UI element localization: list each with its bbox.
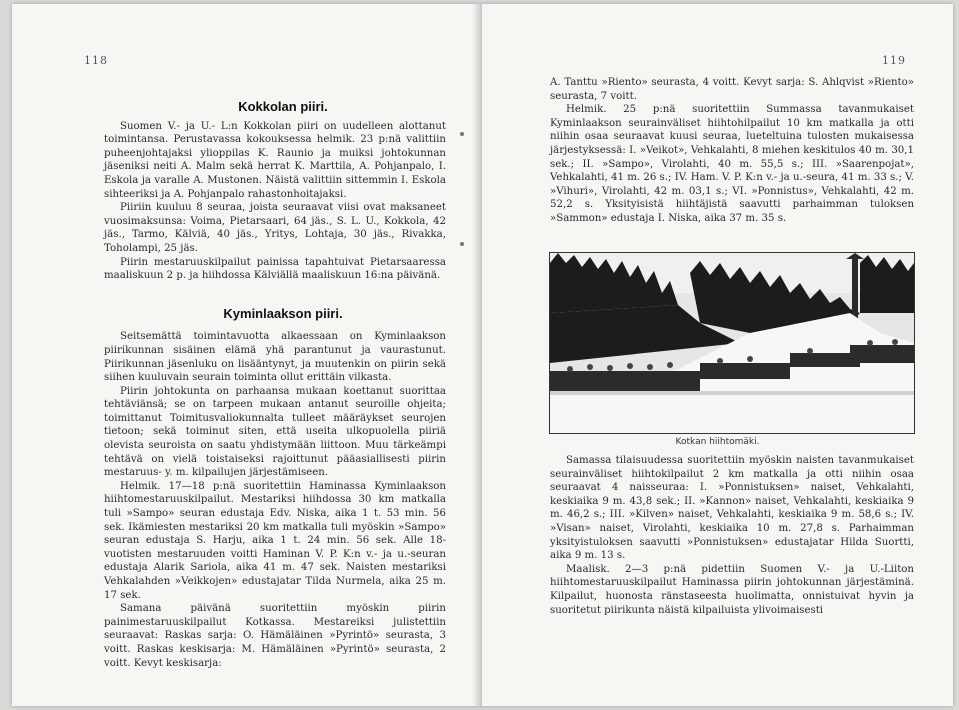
ski-jump-illustration [550, 253, 914, 433]
paragraph: Piirin johtokunta on parhaansa mukaan koettanut suorittaa tehtäviänsä; se on tarpeen mukaan antanut seuroille ohjeita; toimittanut Toimitusvaliokunnalta tulleet määräykset seurojen tietoon; sekä toiminut siten, että useita ulkopuolella piiriä olevista seuroista on saatu yhdistymään liittoon. Muu tärkeämpi tehtävä on vielä toistaiseksi rajoittunut pääasiallisesti piirin mestaruus- y. m. kilpailujen järjestämiseen. [104, 385, 446, 479]
ski-jump-photo [549, 252, 915, 434]
right-page-top-text [550, 76, 914, 226]
margin-dot [460, 242, 464, 246]
paragraph: Piiriin kuuluu 8 seuraa, joista seuraavat viisi ovat maksaneet vuosimaksunsa: Voima, Pietarsaari, 64 jäs., S. L. U., Kokkola, 42 jäs., Tarmo, Kälviä, 40 jäs., Yritys, Lohtaja, 30 jäs., Rivakka, Toholampi, 25 jäs. [104, 202, 446, 254]
paragraph: Maalisk. 2—3 p:nä pidettiin Suomen V.- ja U.-Liiton hiihtomestaruuskilpailut Haminassa piirin johtokunnan järjestäminä. Kilpailut, huonosta ränstaseesta huolimatta, onnistuivat hyvin ja suoritetut piirikunta näistä kilpailuista ylivoimaisesti [550, 563, 914, 616]
photo-caption: Kotkan hiihtomäki. [675, 437, 760, 447]
paragraph: Piirin mestaruuskilpailut painissa tapahtuivat Pietarsaaressa maaliskuun 2 p. ja hiihdossa Kälviällä maaliskuun 16:na päivänä. [104, 256, 446, 282]
section-heading-kokkola: Kokkolan piiri. [238, 99, 328, 114]
section-heading-kyminlaakso: Kyminlaakson piiri. [223, 305, 343, 321]
page-number-left: 118 [84, 54, 108, 67]
left-page [12, 4, 480, 706]
paragraph: Helmik. 25 p:nä suoritettiin Summassa tavanmukaiset Kyminlaakson seurainväliset hiihtohilpailut 10 km matkalla ja otti niihin osaa seuraavat kuusi seuraa, lueteltuina tulosten mukaisessa järjestyksessä: I. »Veikot», Vehkalahti, 8 miehen keskitulos 40 m. 30,1 sek.; II. »Sampo», Virolahti, 40 m. 55,5 s.; III. »Saarenpojat», Vehkalahti, 41 m. 26 s.; IV. Ham. V. P. K:n v.- ja u.-seura, 41 m. 33 s.; V. »Vihuri», Virolahti, 42 m. 03,1 s.; VI. »Ponnistus», Vehkalahti, 42 m. 52,2 s. Yksityisistä hiihtäjistä saavutti parhaimman tuloksen »Sammon» edustaja I. Niska, aika 37 m. 35 s. [550, 104, 914, 224]
paragraph: Samana päivänä suoritettiin myöskin piirin painimestaruuskilpailut Kotkassa. Mestareiksi julistettiin seuraavat: Raskas sarja: O. Hämäläinen »Pyrintö» seurasta, 3 voitt. Raskas keskisarja: M. Hämäläinen »Pyrintö» seurasta, 2 voitt. Kevyt keskisarja: [104, 603, 446, 669]
paragraph: Helmik. 17—18 p:nä suoritettiin Haminassa Kyminlaakson hiihtomestaruuskilpailut. Mestariksi hiihdossa 30 km matkalla tuli »Sampo» seuran edustaja Edv. Niska, aika 1 t. 53 min. 56 sek. Ikämiesten mestariksi 20 km matkalla tuli myöskin »Sampo» seuran edustaja S. Harju, aika 1 t. 24 min. 56 sek. Alle 18-vuotisten mestaruuden voitti Haminan V. P. K:n v.- ja u.-seuran edustaja Alarik Sariola, aika 41 m. 47 sek. Naisten mestariksi Vehkalahden »Veikkojen» edustajatar Tilda Nurmela, aika 25 m. 17 sek. [104, 480, 446, 601]
paragraph: Seitsemättä toimintavuotta alkaessaan on Kyminlaakson piirikunnan sisäinen elämä yhä parantunut ja vaurastunut. Piirikunnan jäsenluku on lisääntynyt, ja muutenkin on piirin sekä siihen kuuluvain seurain toiminta ollut erittäin vilkasta. [104, 331, 446, 384]
page-number-right: 119 [882, 54, 906, 67]
paragraph: Suomen V.- ja U.- L:n Kokkolan piiri on uudelleen alottanut toimintansa. Perustavassa kokouksessa helmik. 23 p:nä valittiin puheenjohtajaksi ylioppilas K. Raunio ja muiksi johtokunnan jäseniksi neiti A. Malm sekä herrat K. Marttila, A. Pohjanpalo, I. Eskola ja varalle A. Mustonen. Näistä valittiin sittemmin I. Eskola sihteeriksi ja A. Pohjanpalo rahastonhoitajaksi. [104, 120, 446, 200]
book-spread [12, 4, 953, 706]
left-page-text [104, 100, 446, 670]
right-page-bottom-text [550, 454, 914, 617]
paragraph: Samassa tilaisuudessa suoritettiin myöskin naisten tavanmukaiset seurainväliset hiihtokilpailut 2 km matkalla ja otti niihin osaa seuraavat 4 naisseuraa: I. »Ponnistuksen» naiset, Vehkalahti, keskiaika 9 m. 43,8 sek.; II. »Kannon» naiset, Vehkalahti, keskiaika 9 m. 46,2 s.; III. »Kilven» naiset, Vehkalahti, keskiaika 9 m. 58,6 s.; IV. »Visan» naiset, Virolahti, keskiaika 10 m. 27,8 s. Parhaimman yksityistuloksen saavutti »Ponnistuksen» edustajatar Hilda Suortti, aika 9 m. 13 s. [550, 455, 914, 562]
right-page [482, 4, 953, 706]
paragraph: A. Tanttu »Riento» seurasta, 4 voitt. Kevyt sarja: S. Ahlqvist »Riento» seurasta, 7 voitt. [550, 77, 914, 102]
margin-dot [460, 132, 464, 136]
